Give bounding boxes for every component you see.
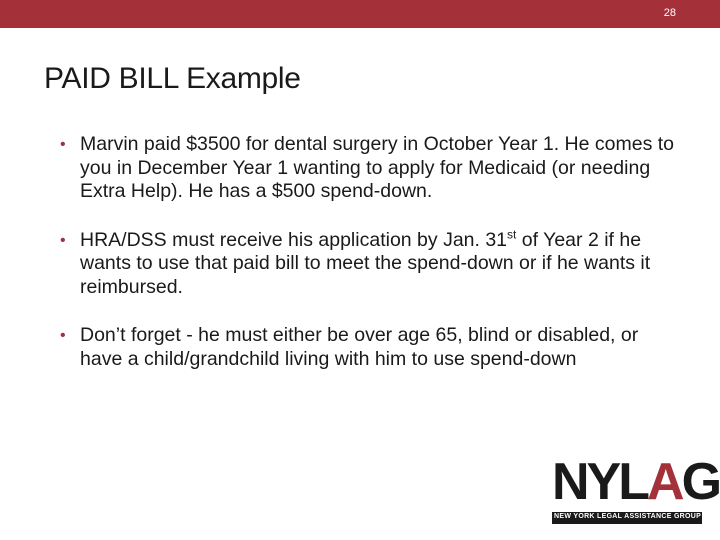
bullet-item bbox=[56, 133, 680, 204]
bullet-item bbox=[56, 324, 660, 371]
bullet-dot-icon: • bbox=[60, 327, 66, 344]
slide-number: 28 bbox=[663, 7, 676, 19]
logo-wordmark: NYLAG bbox=[552, 453, 720, 511]
bullet-text-start: HRA/DSS must receive his application by Jan. 31 bbox=[80, 228, 508, 251]
bullet-list bbox=[56, 133, 696, 396]
header-bar bbox=[0, 0, 720, 28]
nylag-logo bbox=[552, 452, 720, 524]
bullet-dot-icon: • bbox=[60, 136, 66, 153]
slide-title: PAID BILL Example bbox=[44, 62, 301, 95]
bullet-text: Marvin paid $3500 for dental surgery in October Year 1. He comes to you in December Year 1 wanting to apply for Medicaid (or needing Extra Help). He has a $500 spend-down. bbox=[80, 133, 674, 202]
logo-subtitle-bar bbox=[552, 512, 702, 524]
logo-subtitle: NEW YORK LEGAL ASSISTANCE GROUP bbox=[554, 513, 702, 520]
bullet-dot-icon: • bbox=[60, 231, 66, 249]
bullet-item bbox=[56, 229, 690, 300]
ordinal-superscript: st bbox=[507, 227, 517, 241]
bullet-text-end: of Year 2 if he wants to use that paid bill to meet the spend-down or if he wants it reimbursed. bbox=[80, 228, 651, 298]
bullet-text: Don’t forget - he must either be over age 65, blind or disabled, or have a child/grandchild living with him to use spend-down bbox=[80, 324, 639, 370]
